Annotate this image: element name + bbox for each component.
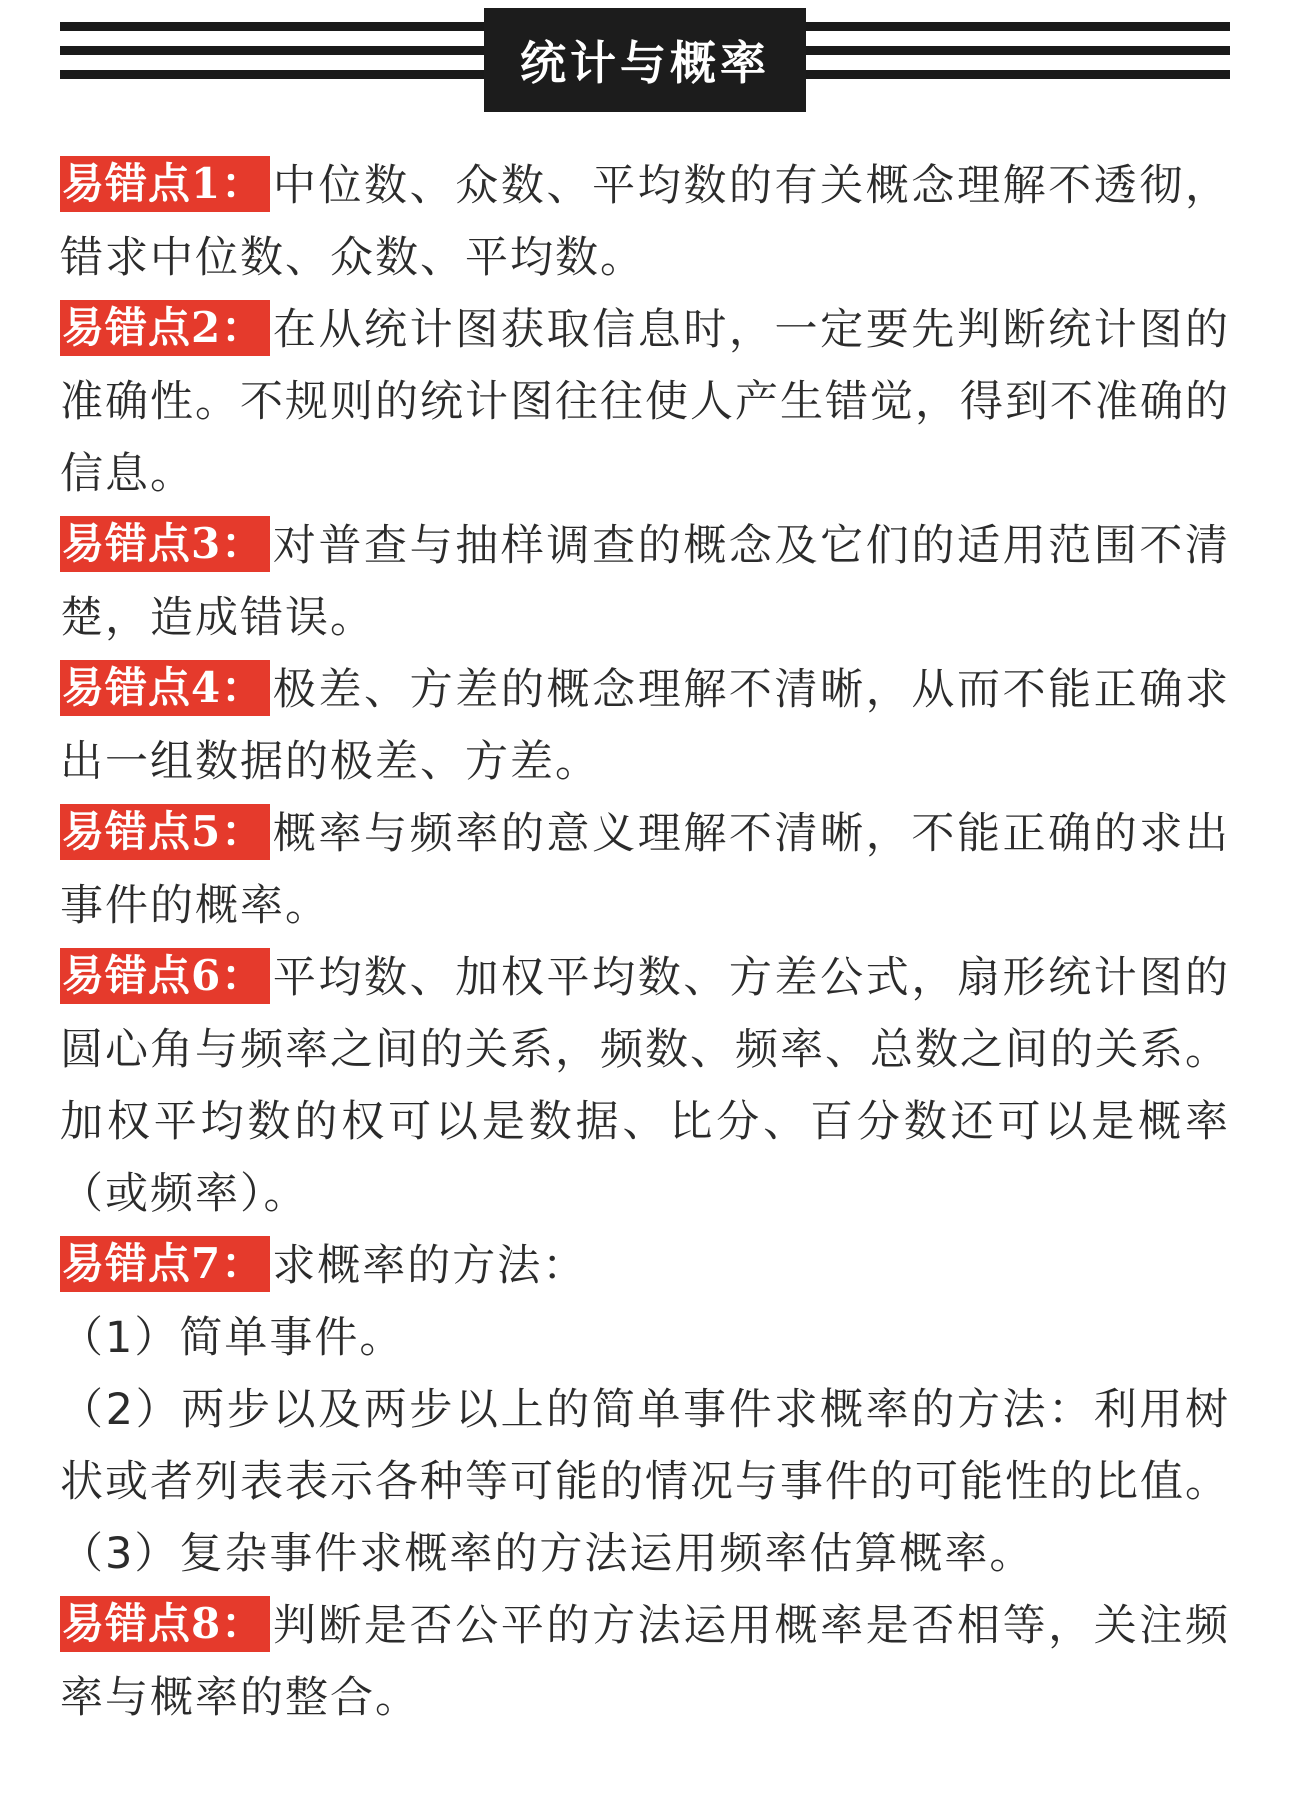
error-tag: 易错点2： xyxy=(60,300,270,356)
error-point-1 xyxy=(60,150,1230,294)
sub-item-1: （1）简单事件。 xyxy=(60,1313,405,1363)
error-tag: 易错点4： xyxy=(60,660,270,716)
error-tag: 易错点8： xyxy=(60,1596,270,1652)
stripe-left-2 xyxy=(60,46,486,55)
error-text: 判断是否公平的方法运用概率是否相等，关注频率与概率的整合。 xyxy=(60,1601,1230,1723)
error-point-2 xyxy=(60,294,1230,510)
title-box xyxy=(484,8,806,112)
error-text: 求概率的方法： xyxy=(272,1241,588,1291)
error-tag: 易错点5： xyxy=(60,804,270,860)
error-text: 概率与频率的意义理解不清晰，不能正确的求出事件的概率。 xyxy=(60,809,1230,931)
stripe-left-1 xyxy=(60,22,486,31)
error-point-3 xyxy=(60,510,1230,654)
stripe-left-3 xyxy=(60,70,486,79)
sub-item-3: （3）复杂事件求概率的方法运用频率估算概率。 xyxy=(60,1529,1035,1579)
error-text: 中位数、众数、平均数的有关概念理解不透彻，错求中位数、众数、平均数。 xyxy=(60,161,1230,283)
content-body xyxy=(60,150,1230,1734)
error-tag: 易错点7： xyxy=(60,1236,270,1292)
stripe-right-1 xyxy=(804,22,1230,31)
error-text: 平均数、加权平均数、方差公式，扇形统计图的圆心角与频率之间的关系，频数、频率、总数之间的关系。加权平均数的权可以是数据、比分、百分数还可以是概率（或频率）。 xyxy=(60,953,1230,1219)
error-point-6 xyxy=(60,942,1230,1230)
error-tag: 易错点6： xyxy=(60,948,270,1004)
sub-item-2: （2）两步以及两步以上的简单事件求概率的方法：利用树状或者列表表示各种等可能的情况与事件的可能性的比值。 xyxy=(60,1385,1230,1507)
error-text: 在从统计图获取信息时，一定要先判断统计图的准确性。不规则的统计图往往使人产生错觉，得到不准确的信息。 xyxy=(60,305,1230,499)
error-text: 极差、方差的概念理解不清晰，从而不能正确求出一组数据的极差、方差。 xyxy=(60,665,1230,787)
error-point-7 xyxy=(60,1230,1230,1302)
error-text: 对普查与抽样调查的概念及它们的适用范围不清楚，造成错误。 xyxy=(60,521,1230,643)
page-title: 统计与概率 xyxy=(520,36,770,90)
stripe-right-3 xyxy=(804,70,1230,79)
error-tag: 易错点1： xyxy=(60,156,270,212)
error-point-8 xyxy=(60,1590,1230,1734)
error-point-5 xyxy=(60,798,1230,942)
header-banner xyxy=(0,0,1290,120)
error-point-4 xyxy=(60,654,1230,798)
stripe-right-2 xyxy=(804,46,1230,55)
error-tag: 易错点3： xyxy=(60,516,270,572)
